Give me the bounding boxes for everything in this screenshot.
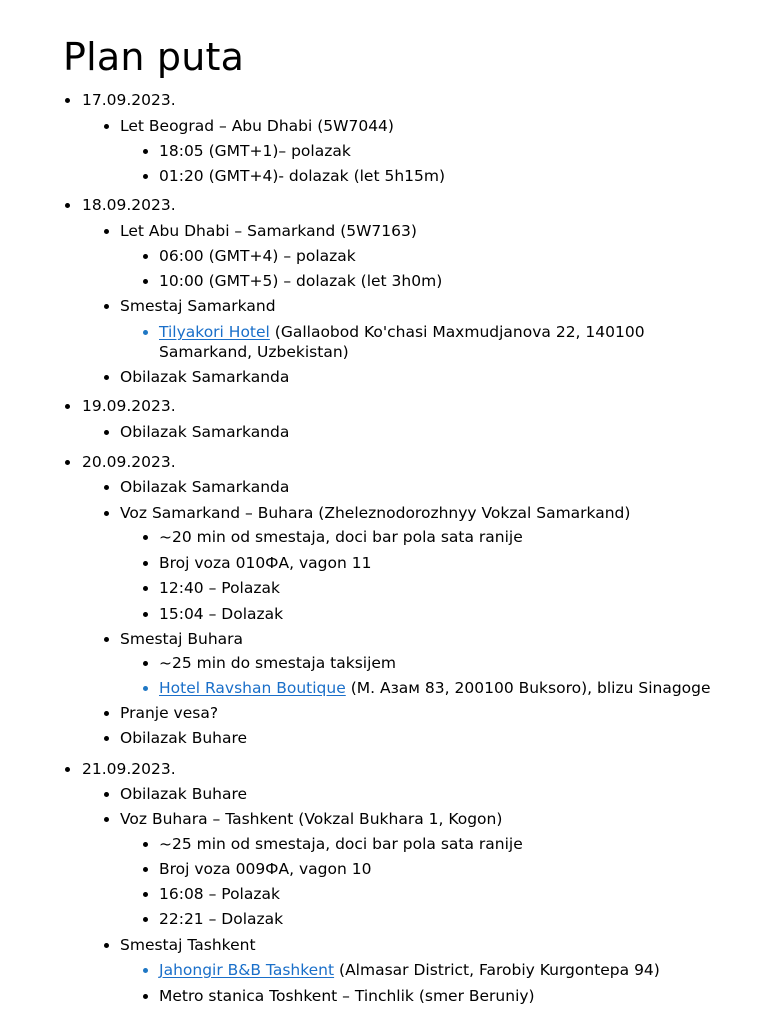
list-item-level-3 [159, 141, 351, 162]
bullet-icon [104, 375, 109, 380]
bullet-icon [65, 203, 70, 208]
list-item-level-3 [159, 884, 280, 905]
bullet-icon [143, 661, 148, 666]
bullet-icon [143, 612, 148, 617]
list-item-text: Obilazak Samarkanda [120, 478, 290, 496]
list-item-level-1 [82, 759, 176, 780]
list-item-text: Voz Samarkand – Buhara (Zheleznodorozhnyy Vokzal Samarkand) [120, 504, 631, 522]
bullet-icon [65, 460, 70, 465]
list-item-level-3 [159, 322, 645, 343]
list-item-text: Let Beograd – Abu Dhabi (5W7044) [120, 117, 394, 135]
list-item-text: 12:40 – Polazak [159, 579, 280, 597]
bullet-icon [104, 304, 109, 309]
list-item-level-2 [120, 784, 247, 805]
list-item-level-3 [159, 578, 280, 599]
list-item-level-3 [159, 166, 445, 187]
list-item-text: Smestaj Samarkand [120, 297, 276, 315]
list-item-text: Voz Buhara – Tashkent (Vokzal Bukhara 1, Kogon) [120, 810, 503, 828]
bullet-icon [143, 561, 148, 566]
list-item-text: 21.09.2023. [82, 760, 176, 778]
bullet-icon [143, 842, 148, 847]
list-item-level-2 [120, 503, 630, 524]
list-item-level-3 [159, 986, 535, 1007]
list-item-level-2 [120, 296, 276, 317]
list-item-text: 18:05 (GMT+1)– polazak [159, 142, 351, 160]
bullet-icon [143, 867, 148, 872]
bullet-icon [143, 149, 148, 154]
list-item-text: Smestaj Buhara [120, 630, 244, 648]
list-item-level-3 [159, 960, 660, 981]
hotel-link[interactable]: Tilyakori Hotel [159, 323, 270, 341]
bullet-icon [104, 711, 109, 716]
list-item-text: 20.09.2023. [82, 453, 176, 471]
list-item-level-2 [120, 221, 417, 242]
list-item-level-3 [159, 604, 283, 625]
page-title: Plan puta [63, 35, 245, 79]
bullet-icon [143, 892, 148, 897]
list-item-text: 18.09.2023. [82, 196, 176, 214]
bullet-icon [143, 535, 148, 540]
bullet-icon [104, 430, 109, 435]
list-item-level-2 [120, 477, 289, 498]
list-item-level-3 [159, 834, 523, 855]
list-item-text: 17.09.2023. [82, 91, 176, 109]
bullet-icon [104, 792, 109, 797]
list-item-text: (Gallaobod Ko'chasi Maxmudjanova 22, 140100 [269, 323, 645, 341]
bullet-icon [104, 736, 109, 741]
list-item-level-2 [120, 703, 218, 724]
list-item-level-1 [82, 90, 176, 111]
list-item-level-1 [82, 195, 176, 216]
list-item-text: ~25 min od smestaja, doci bar pola sata ranije [159, 835, 523, 853]
list-item-level-3 [159, 271, 442, 292]
bullet-icon [143, 586, 148, 591]
list-item-text: Obilazak Samarkanda [120, 423, 290, 441]
list-item-text: 16:08 – Polazak [159, 885, 280, 903]
bullet-icon [104, 485, 109, 490]
list-item-text: 15:04 – Dolazak [159, 605, 284, 623]
list-item-continuation: Samarkand, Uzbekistan) [159, 343, 349, 361]
bullet-icon [104, 943, 109, 948]
bullet-icon [143, 254, 148, 259]
list-item-text: Broj voza 009ФА, vagon 10 [159, 860, 372, 878]
bullet-icon [104, 817, 109, 822]
bullet-icon [65, 98, 70, 103]
list-item-level-2 [120, 629, 243, 650]
hotel-link[interactable]: Hotel Ravshan Boutique [159, 679, 346, 697]
list-item-text: Obilazak Buhare [120, 729, 248, 747]
list-item-text: (M. Азам 83, 200100 Buksoro), blizu Sinagoge [345, 679, 711, 697]
bullet-icon [104, 511, 109, 516]
list-item-text: 10:00 (GMT+5) – dolazak (let 3h0m) [159, 272, 443, 290]
list-item-text: Obilazak Buhare [120, 785, 248, 803]
list-item-level-2 [120, 422, 289, 443]
list-item-text: Smestaj Tashkent [120, 936, 256, 954]
list-item-text: 06:00 (GMT+4) – polazak [159, 247, 356, 265]
bullet-icon [143, 686, 148, 691]
list-item-level-2 [120, 935, 256, 956]
list-item-level-1 [82, 452, 176, 473]
list-item-level-3 [159, 653, 396, 674]
list-item-level-2 [120, 367, 289, 388]
bullet-icon [143, 174, 148, 179]
list-item-level-2 [120, 809, 502, 830]
bullet-icon [104, 229, 109, 234]
bullet-icon [104, 637, 109, 642]
list-item-level-3 [159, 246, 356, 267]
list-item-level-3 [159, 859, 371, 880]
list-item-level-2 [120, 728, 247, 749]
list-item-text: Broj voza 010ФА, vagon 11 [159, 554, 372, 572]
list-item-text: (Almasar District, Farobiy Kurgontepa 94) [334, 961, 660, 979]
hotel-link[interactable]: Jahongir B&B Tashkent [159, 961, 335, 979]
list-item-level-2 [120, 116, 394, 137]
bullet-icon [143, 968, 148, 973]
bullet-icon [143, 330, 148, 335]
bullet-icon [65, 404, 70, 409]
list-item-text: Let Abu Dhabi – Samarkand (5W7163) [120, 222, 417, 240]
list-item-text: 19.09.2023. [82, 397, 176, 415]
bullet-icon [143, 917, 148, 922]
bullet-icon [143, 994, 148, 999]
list-item-level-3 [159, 678, 711, 699]
list-item-level-3 [159, 553, 371, 574]
list-item-text: Obilazak Samarkanda [120, 368, 290, 386]
bullet-icon [65, 767, 70, 772]
bullet-icon [104, 124, 109, 129]
list-item-text: Pranje vesa? [120, 704, 219, 722]
list-item-text: ~20 min od smestaja, doci bar pola sata ranije [159, 528, 523, 546]
list-item-level-3 [159, 527, 523, 548]
list-item-text: Metro stanica Toshkent – Tinchlik (smer Beruniy) [159, 987, 535, 1005]
list-item-text: 01:20 (GMT+4)- dolazak (let 5h15m) [159, 167, 446, 185]
list-item-level-3 [159, 909, 283, 930]
list-item-text: ~25 min do smestaja taksijem [159, 654, 397, 672]
list-item-level-1 [82, 396, 176, 417]
bullet-icon [143, 279, 148, 284]
list-item-text: 22:21 – Dolazak [159, 910, 284, 928]
